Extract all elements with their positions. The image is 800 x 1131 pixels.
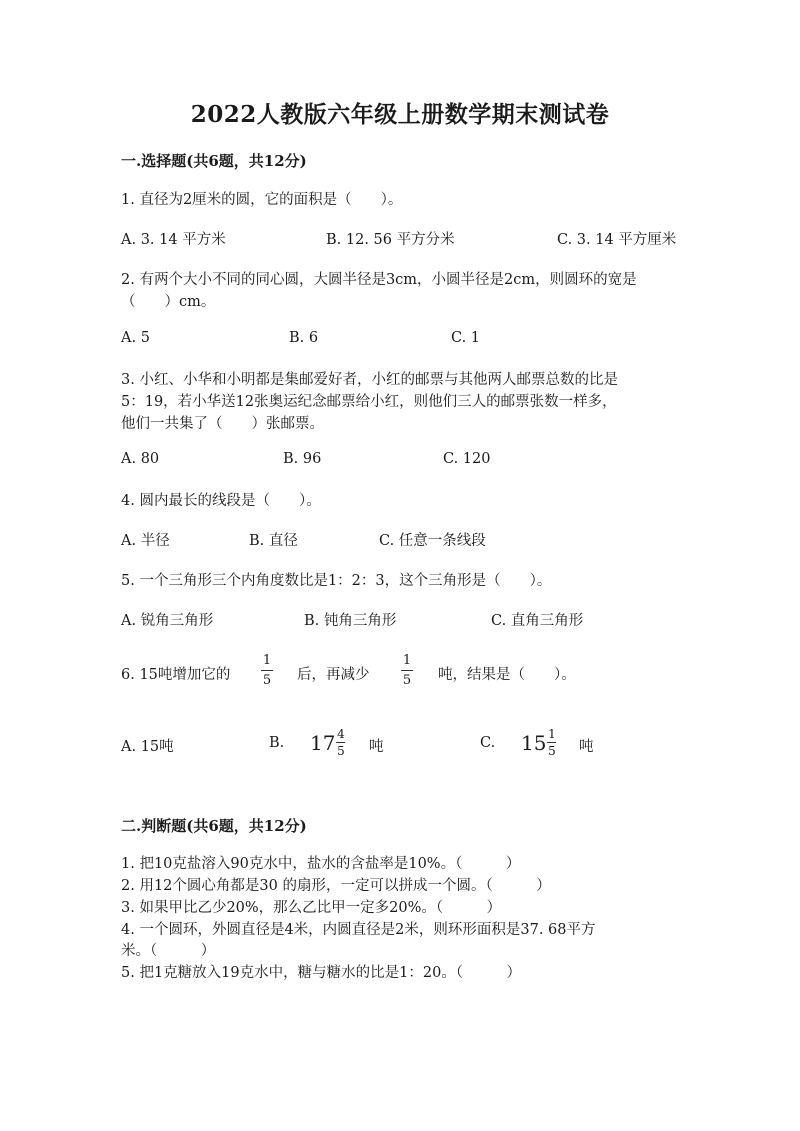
q6-option-c-mixed-number — [521, 728, 556, 757]
q6-fraction-2-numerator: 1 — [402, 653, 412, 668]
q6-option-c-bar — [547, 742, 556, 743]
q4-option-c: C. 任意一条线段 — [379, 533, 486, 549]
q2-option-b: B. 6 — [289, 330, 319, 346]
q6-option-b-unit: 吨 — [369, 739, 384, 755]
judge-item-3: 3. 如果甲比乙少20%，那么乙比甲一定多20%。（ ） — [121, 900, 502, 916]
judge-item-1: 1. 把10克盐溶入90克水中，盐水的含盐率是10%。（ ） — [121, 856, 521, 872]
q6-fraction-1 — [261, 654, 273, 687]
section2-heading: 二.判断题(共6题，共12分) — [121, 817, 307, 835]
q6-fraction-2 — [401, 654, 413, 687]
q6-fraction-2-bar — [401, 670, 413, 671]
q5-option-c: C. 直角三角形 — [491, 613, 584, 629]
q6-fraction-1-bar — [261, 670, 273, 671]
q5-option-a: A. 锐角三角形 — [121, 613, 214, 629]
q3-text-line3: 他们一共集了（ ）张邮票。 — [121, 416, 324, 432]
q6-option-c-whole: 15 — [521, 730, 547, 755]
q1-option-c: C. 3. 14 平方厘米 — [557, 232, 677, 248]
q6-option-c-fraction — [547, 728, 556, 757]
q4-text: 4. 圆内最长的线段是（ ）。 — [121, 493, 321, 509]
q6-option-b-denominator: 5 — [337, 744, 345, 758]
q6-fraction-1-numerator: 1 — [262, 653, 272, 668]
q4-option-b: B. 直径 — [249, 533, 298, 549]
q2-option-c: C. 1 — [451, 330, 481, 346]
section1-heading: 一.选择题(共6题，共12分) — [121, 152, 307, 170]
q2-text-line2: （ ）cm。 — [121, 294, 216, 310]
q6-text-part1: 6. 15吨增加它的 — [121, 667, 231, 683]
q3-option-a: A. 80 — [121, 451, 160, 467]
q3-text-line1: 3. 小红、小华和小明都是集邮爱好者，小红的邮票与其他两人邮票总数的比是 — [121, 372, 618, 388]
q6-fraction-1-denominator: 5 — [262, 673, 272, 688]
q6-option-b-label: B. — [269, 735, 285, 751]
judge-item-4-line2: 米。（ ） — [121, 943, 216, 959]
q6-option-b-whole: 17 — [310, 730, 336, 755]
q6-fraction-2-denominator: 5 — [402, 673, 412, 688]
q1-option-a: A. 3. 14 平方米 — [121, 232, 226, 248]
q5-option-b: B. 钝角三角形 — [304, 613, 397, 629]
q6-option-b-mixed-number — [310, 728, 345, 757]
q4-option-a: A. 半径 — [121, 533, 170, 549]
q6-option-c-denominator: 5 — [548, 744, 556, 758]
q6-option-c-label: C. — [480, 735, 496, 751]
q3-option-c: C. 120 — [443, 451, 491, 467]
q5-text: 5. 一个三角形三个内角度数比是1：2：3，这个三角形是（ ）。 — [121, 573, 552, 589]
q6-option-c-unit: 吨 — [579, 739, 594, 755]
q6-text-part3: 吨，结果是（ ）。 — [438, 667, 576, 683]
q2-option-a: A. 5 — [121, 330, 150, 346]
q6-option-a: A. 15吨 — [121, 739, 174, 755]
judge-item-5: 5. 把1克糖放入19克水中，糖与糖水的比是1：20。（ ） — [121, 965, 522, 981]
q1-text: 1. 直径为2厘米的圆，它的面积是（ ）。 — [121, 192, 403, 208]
judge-item-2: 2. 用12个圆心角都是30 的扇形，一定可以拼成一个圆。（ ） — [121, 878, 551, 894]
q6-option-c-numerator: 1 — [548, 727, 556, 741]
q6-option-b-numerator: 4 — [337, 727, 345, 741]
judge-item-4-line1: 4. 一个圆环，外圆直径是4米，内圆直径是2米，则环形面积是37. 68平方 — [121, 922, 596, 938]
q6-text-part2: 后，再减少 — [297, 667, 370, 683]
q2-text-line1: 2. 有两个大小不同的同心圆，大圆半径是3cm，小圆半径是2cm，则圆环的宽是 — [121, 272, 637, 288]
q6-option-b-fraction — [336, 728, 345, 757]
q1-option-b: B. 12. 56 平方分米 — [326, 232, 455, 248]
q3-option-b: B. 96 — [283, 451, 322, 467]
exam-title: 2022人教版六年级上册数学期末测试卷 — [190, 101, 610, 128]
q6-option-b-bar — [336, 742, 345, 743]
q3-text-line2: 5：19，若小华送12张奥运纪念邮票给小红，则他们三人的邮票张数一样多， — [121, 394, 617, 410]
